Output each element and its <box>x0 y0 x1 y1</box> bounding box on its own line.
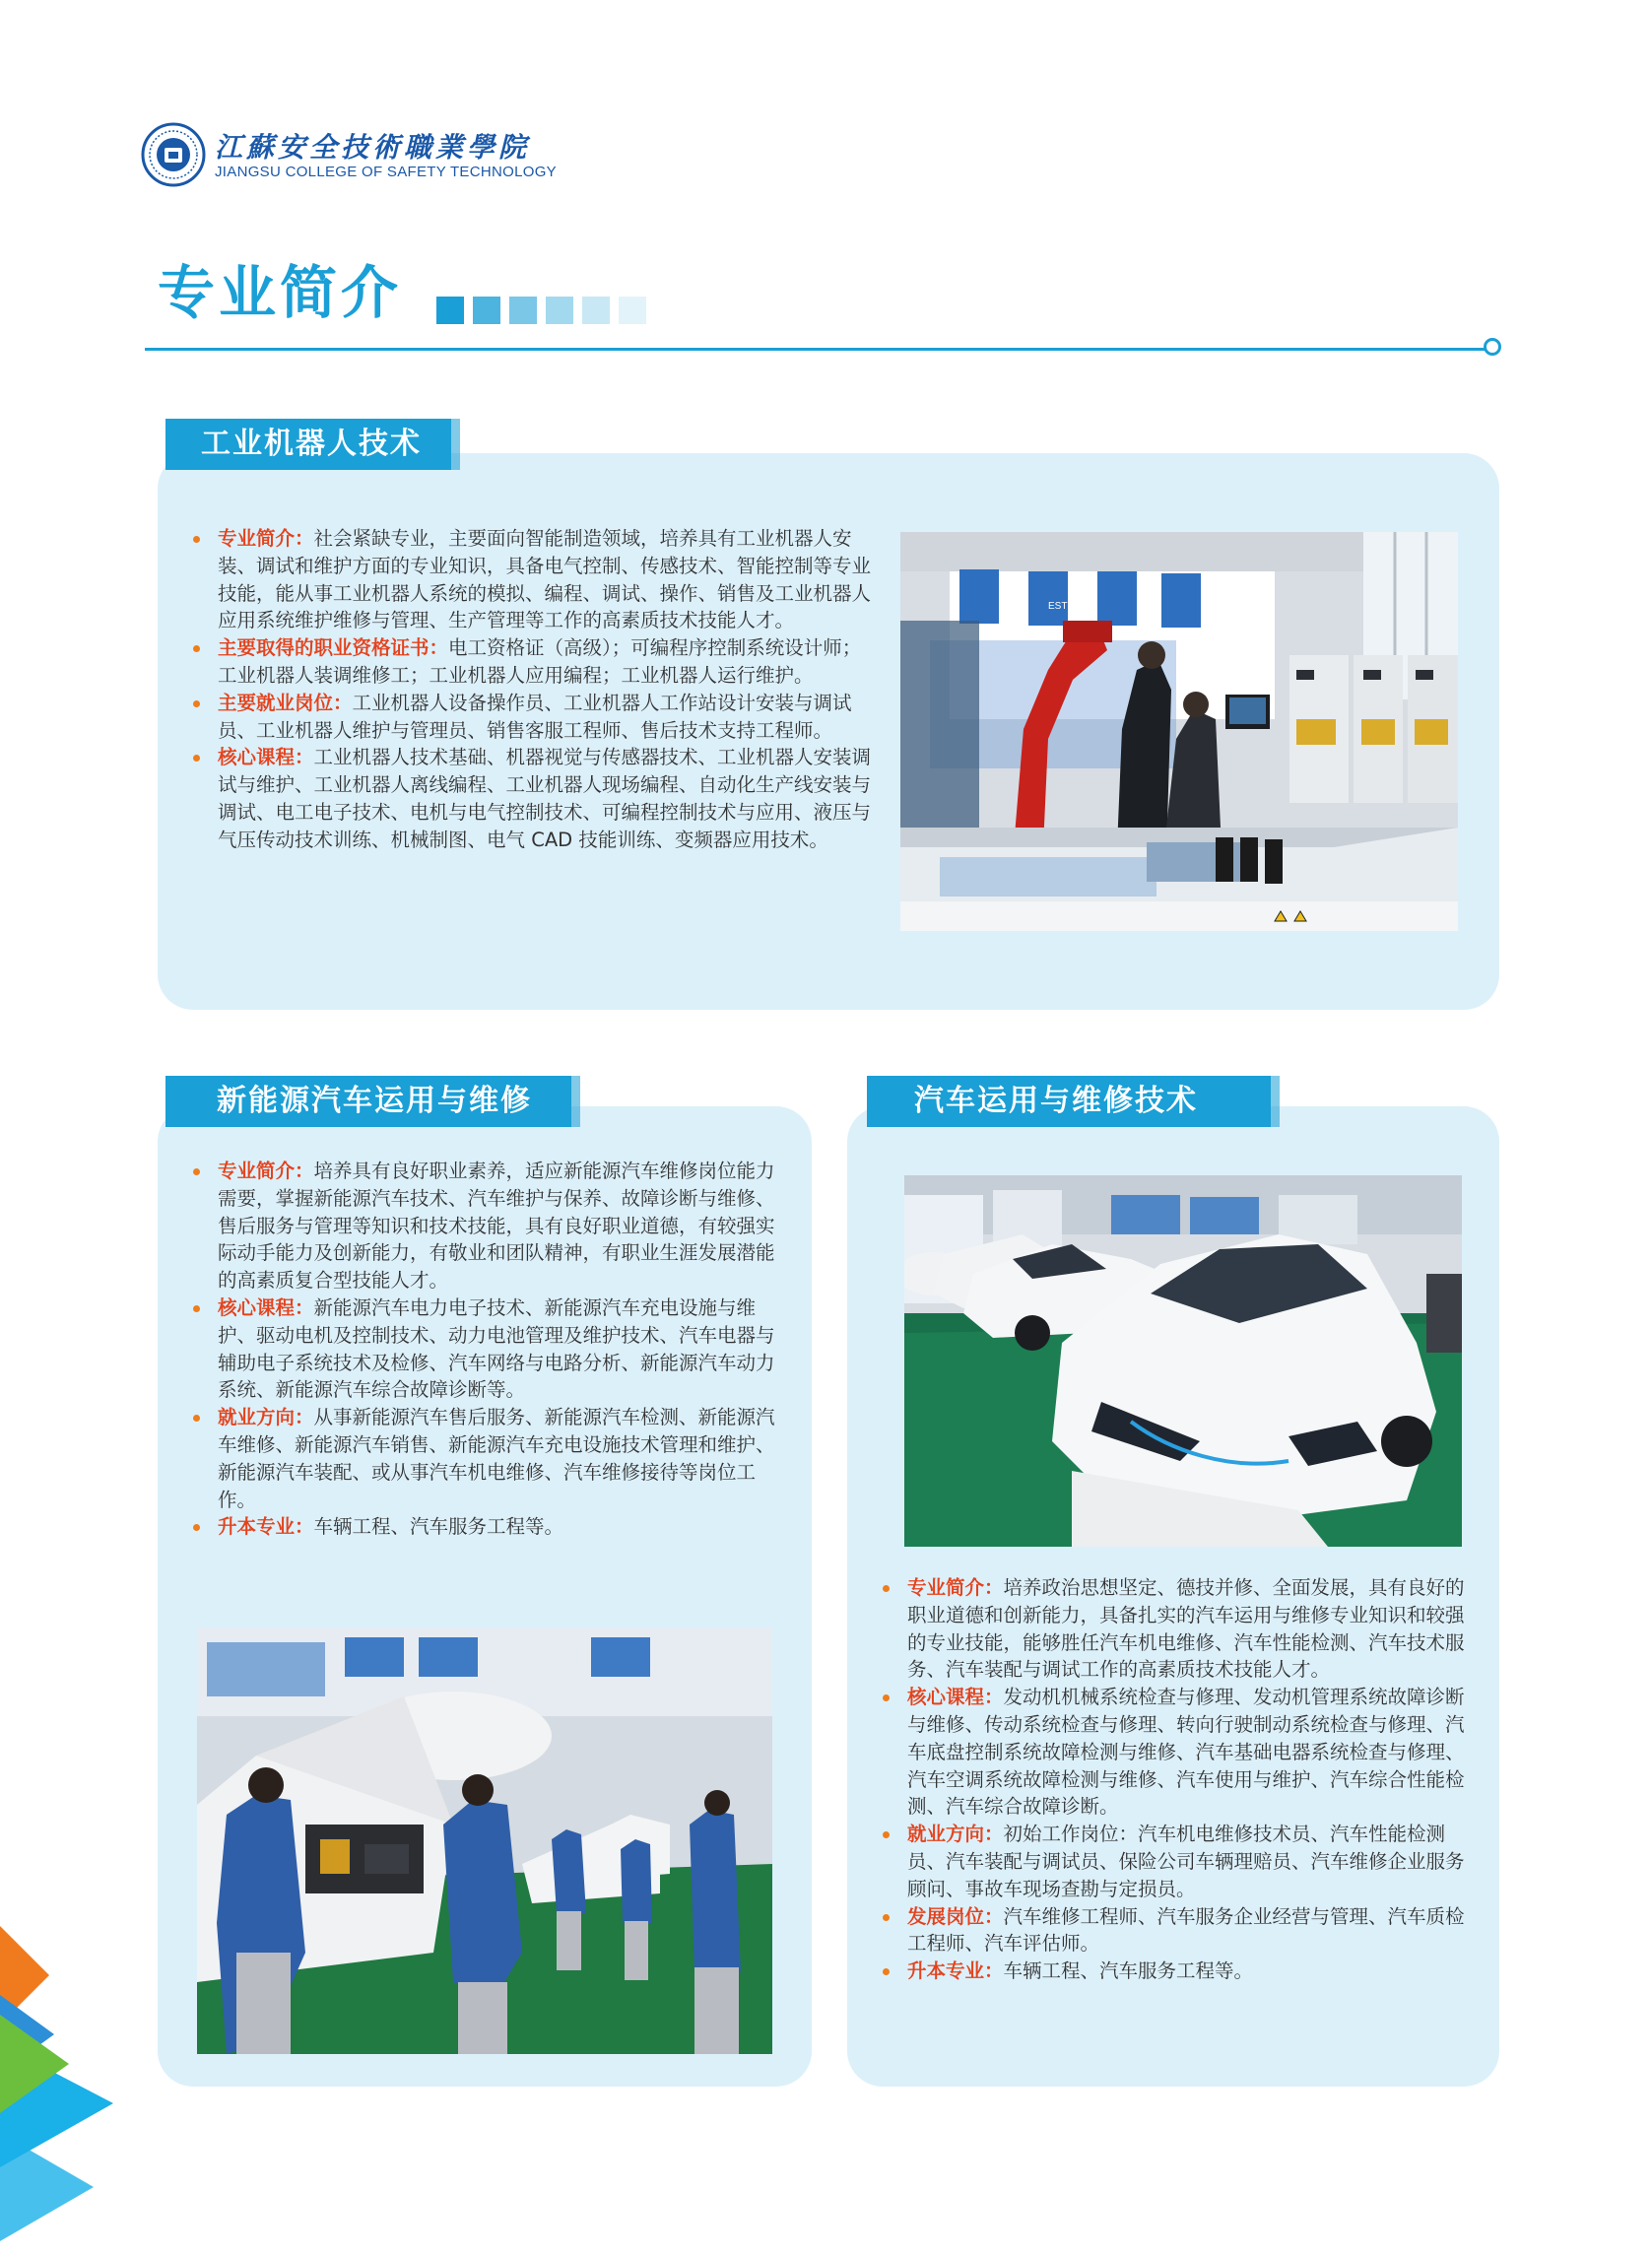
item-key: 发展岗位： <box>907 1904 1004 1928</box>
list-item <box>883 1958 1479 1985</box>
list-item <box>193 1513 789 1541</box>
item-key: 专业简介： <box>218 527 314 550</box>
item-text: 新能源汽车电力电子技术、新能源汽车充电设施与维护、驱动电机及控制技术、动力电池管理及维护技术、汽车电器与辅助电子系统技术及检修、汽车网络与电路分析、新能源汽车动力系统、新能源汽车综合故障诊断等。 <box>218 1295 775 1402</box>
photo-car-showroom <box>904 1175 1462 1547</box>
major-details-automobile-maintenance <box>883 1574 1479 1985</box>
list-item <box>883 1903 1479 1958</box>
item-text: 工业机器人技术基础、机器视觉与传感器技术、工业机器人安装调试与维护、工业机器人离线编程、工业机器人现场编程、自动化生产线安装与调试、电工电子技术、电机与电气控制技术、可编程控制技术与应用、液压与气压传动技术训练、机械制图、电气 CAD 技能训练、变频器应用技术。 <box>218 746 872 851</box>
list-item <box>193 690 873 745</box>
item-key: 就业方向： <box>218 1406 314 1429</box>
major-title-industrial-robot: 工业机器人技术 <box>165 419 451 470</box>
item-key: 升本专业： <box>218 1515 314 1539</box>
corner-decoration <box>0 1926 118 2257</box>
item-text: 电工资格证（高级）；可编程序控制系统设计师；工业机器人装调维修工；工业机器人应用编程；工业机器人运行维护。 <box>218 636 862 687</box>
item-key: 主要取得的职业资格证书： <box>218 636 449 660</box>
item-key: 专业简介： <box>218 1160 314 1182</box>
photo-ev-workshop <box>197 1627 772 2054</box>
list-item <box>193 1158 789 1294</box>
item-text: 汽车维修工程师、汽车服务企业经营与管理、汽车质检工程师、汽车评估师。 <box>907 1904 1465 1956</box>
item-key: 就业方向： <box>907 1823 1004 1846</box>
item-text: 培养政治思想坚定、德技并修、全面发展，具有良好的职业道德和创新能力，具备扎实的汽车运用与维修专业知识和较强的专业技能，能够胜任汽车机电维修、汽车性能检测、汽车技术服务、汽车装配与调试工作的高素质技术技能人才。 <box>907 1576 1465 1682</box>
item-key: 核心课程： <box>907 1686 1004 1709</box>
list-item <box>193 1294 789 1404</box>
item-key: 核心课程： <box>218 1295 314 1319</box>
major-details-industrial-robot <box>193 525 873 854</box>
list-item <box>883 1684 1479 1821</box>
item-text: 初始工作岗位：汽车机电维修技术员、汽车性能检测员、汽车装配与调试员、保险公司车辆理赔员、汽车维修企业服务顾问、事故车现场查勘与定损员。 <box>907 1823 1465 1900</box>
school-logo <box>141 122 557 191</box>
item-text: 培养具有良好职业素养，适应新能源汽车维修岗位能力需要，掌握新能源汽车技术、汽车维护与保养、故障诊断与维修、售后服务与管理等知识和技术技能，具有良好职业道德，有较强实际动手能力及创新能力，有敬业和团队精神，有职业生涯发展潜能的高素质复合型技能人才。 <box>218 1160 775 1293</box>
item-key: 升本专业： <box>907 1959 1004 1983</box>
page-title: 专业简介 <box>158 259 403 326</box>
item-key: 专业简介： <box>907 1576 1004 1599</box>
list-item <box>193 744 873 853</box>
school-seal-icon <box>141 122 206 187</box>
item-key: 主要就业岗位： <box>218 691 353 714</box>
list-item <box>883 1821 1479 1902</box>
item-text: 车辆工程、汽车服务工程等。 <box>1003 1959 1254 1983</box>
list-item <box>193 1404 789 1513</box>
item-text: 车辆工程、汽车服务工程等。 <box>313 1515 564 1539</box>
major-details-new-energy-vehicle <box>193 1158 789 1541</box>
list-item <box>193 525 873 634</box>
item-text: 发动机机械系统检查与修理、发动机管理系统故障诊断与维修、传动系统检查与修理、转向行驶制动系统检查与修理、汽车底盘控制系统故障检测与维修、汽车基础电器系统检查与修理、汽车空调系统故障检测与维修、汽车使用与维护、汽车综合性能检测、汽车综合故障诊断。 <box>907 1686 1465 1819</box>
robot-badge-text: ESTUN <box>1048 601 1082 612</box>
school-name-chinese: 江蘇安全技術職業學院 <box>215 131 531 164</box>
list-item <box>883 1574 1479 1684</box>
item-key: 核心课程： <box>218 746 314 769</box>
item-text: 社会紧缺专业，主要面向智能制造领域，培养具有工业机器人安装、调试和维护方面的专业知识，具备电气控制、传感技术、智能控制等专业技能，能从事工业机器人系统的模拟、编程、调试、操作、销售及工业机器人应用系统维护维修与管理、生产管理等工作的高素质技术技能人才。 <box>218 527 872 632</box>
major-title-automobile-maintenance: 汽车运用与维修技术 <box>867 1076 1271 1127</box>
list-item <box>193 634 873 690</box>
school-name-english: JIANGSU COLLEGE OF SAFETY TECHNOLOGY <box>215 164 557 180</box>
major-title-new-energy-vehicle: 新能源汽车运用与维修 <box>165 1076 571 1127</box>
title-divider-end-dot <box>1484 338 1501 356</box>
photo-robot-lab <box>900 532 1458 931</box>
item-text: 工业机器人设备操作员、工业机器人工作站设计安装与调试员、工业机器人维护与管理员、销售客服工程师、售后技术支持工程师。 <box>218 691 852 742</box>
title-divider <box>145 348 1487 351</box>
item-text: 从事新能源汽车售后服务、新能源汽车检测、新能源汽车维修、新能源汽车销售、新能源汽车充电设施技术管理和维护、新能源汽车装配、或从事汽车机电维修、汽车维修接待等岗位工作。 <box>218 1406 775 1511</box>
